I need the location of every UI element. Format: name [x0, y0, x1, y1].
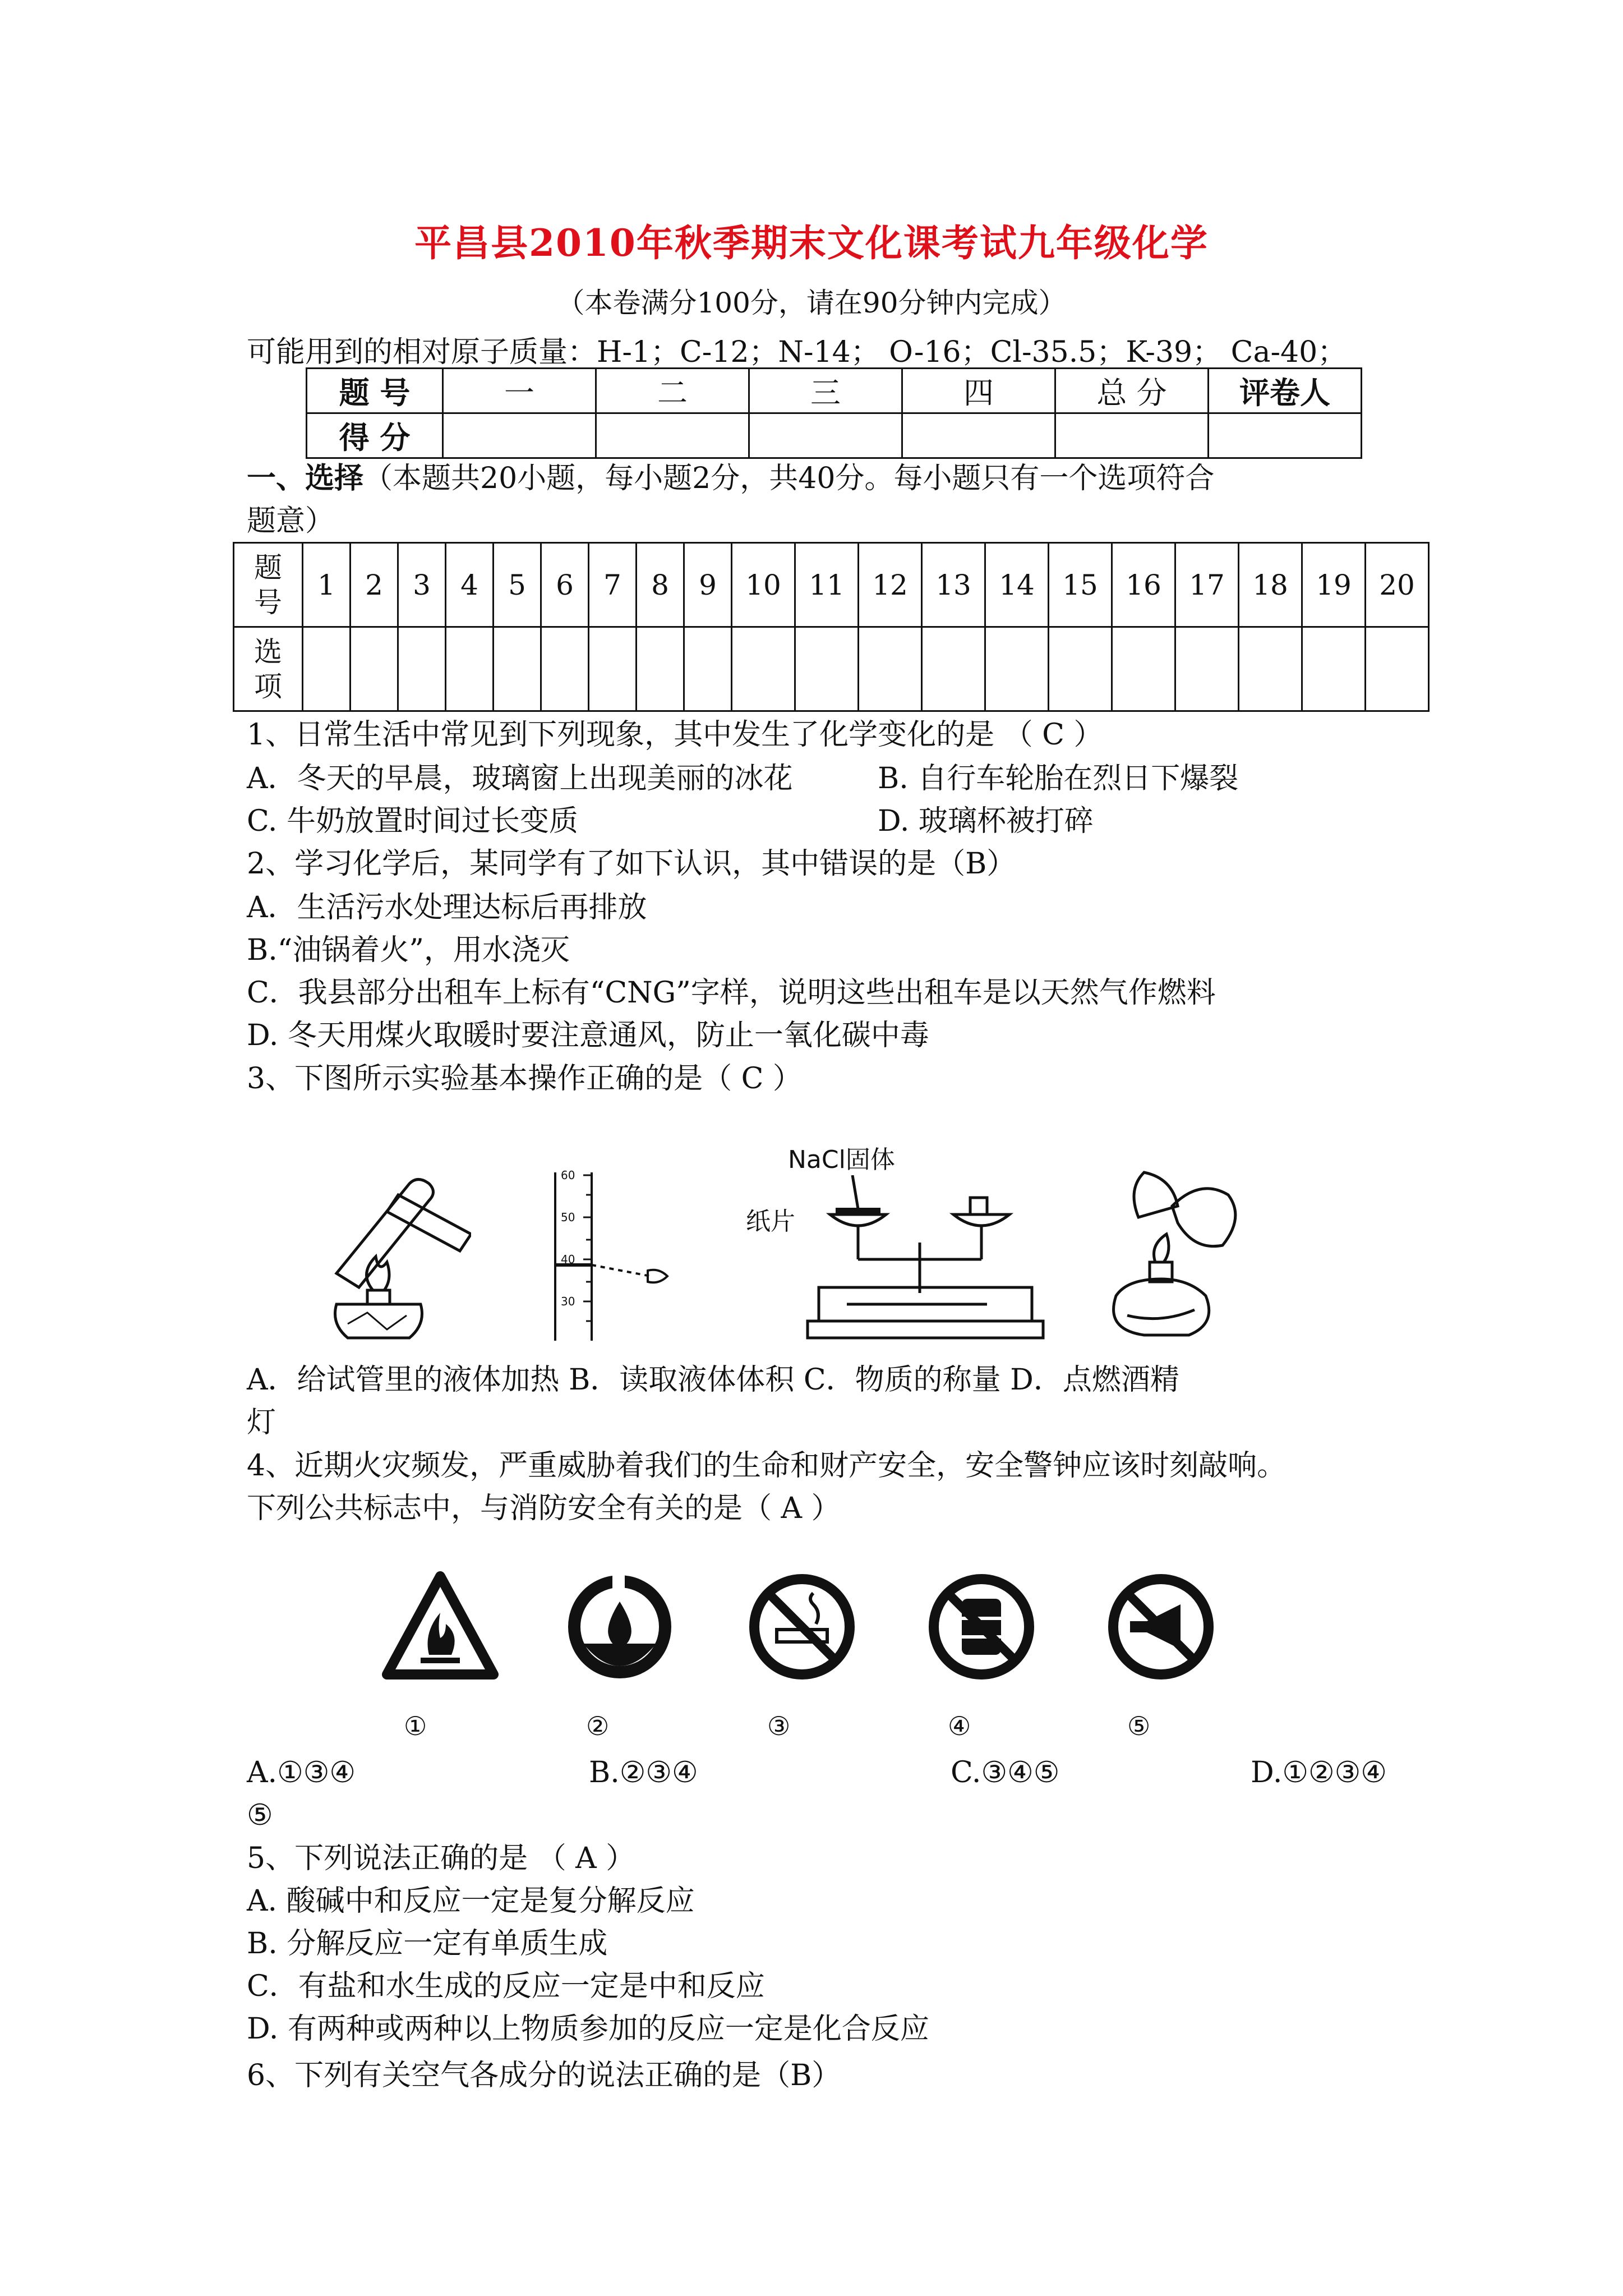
- answer-number-cell: 18: [1239, 543, 1302, 627]
- question-3-options-line1: A．给试管里的液体加热 B．读取液体体积 C．物质的称量 D．点燃酒精: [247, 1363, 1179, 1397]
- answer-choice-cell[interactable]: [684, 627, 732, 711]
- sign-label: ④: [948, 1711, 971, 1741]
- flammable-warning-sign-icon: [381, 1571, 499, 1683]
- cylinder-tick-label: 60: [561, 1168, 575, 1182]
- answer-choice-cell[interactable]: [541, 627, 589, 711]
- balance-scale-illustration: [796, 1175, 1060, 1343]
- answer-table-row-label: 题 号: [234, 543, 303, 627]
- answer-number-cell: 16: [1112, 543, 1175, 627]
- question-5-option-d: D. 有两种或两种以上物质参加的反应一定是化合反应: [247, 2012, 929, 2046]
- answer-number-cell: 3: [398, 543, 446, 627]
- question-2-option-c: C．我县部分出租车上标有“CNG”字样，说明这些出租车是以天然气作燃料: [247, 976, 1216, 1010]
- score-table: [306, 367, 1362, 459]
- answer-number-cell: 14: [985, 543, 1049, 627]
- section1-heading: [247, 457, 1214, 500]
- answer-choice-cell[interactable]: [446, 627, 494, 711]
- answer-number-cell: 1: [303, 543, 351, 627]
- score-cell: 四: [902, 369, 1055, 413]
- answer-number-cell: 17: [1175, 543, 1239, 627]
- question-5-option-c: C．有盐和水生成的反应一定是中和反应: [247, 1970, 765, 2003]
- answer-number-cell: 12: [859, 543, 922, 627]
- answer-number-cell: 15: [1049, 543, 1112, 627]
- no-oil-drum-sign-icon: [923, 1571, 1040, 1683]
- question-3-options-line2: 灯: [247, 1406, 276, 1439]
- score-table-header-row: [307, 369, 1362, 413]
- test-tube-heating-illustration: [314, 1161, 471, 1346]
- question-2-option-b: B.“油锅着火”，用水浇灭: [247, 933, 570, 967]
- question-4-option-c: C.③④⑤: [951, 1756, 1060, 1789]
- section1-heading-line2: 题意）: [247, 504, 335, 538]
- score-cell: 总 分: [1055, 369, 1209, 413]
- sign-label: ③: [767, 1711, 791, 1741]
- answer-choice-cell[interactable]: [398, 627, 446, 711]
- page-title: 平昌县2010年秋季期末文化课考试九年级化学: [414, 221, 1209, 265]
- score-table-value-row: [307, 413, 1362, 458]
- figure-label-paper: 纸片: [746, 1207, 795, 1236]
- score-cell: 二: [596, 369, 749, 413]
- score-input-cell[interactable]: [1209, 413, 1362, 458]
- sign-label: ②: [586, 1711, 610, 1741]
- cylinder-tick-label: 40: [561, 1253, 575, 1266]
- question-1-stem: 1、日常生活中常见到下列现象，其中发生了化学变化的是 （ C ）: [247, 718, 1103, 752]
- section1-heading-rest: （本题共20小题，每小题2分，共40分。每小题只有一个选项符合: [363, 462, 1215, 495]
- answer-choice-cell[interactable]: [589, 627, 637, 711]
- water-conservation-sign-icon: [561, 1571, 679, 1683]
- answer-choice-cell[interactable]: [1302, 627, 1366, 711]
- question-5-option-b: B. 分解反应一定有单质生成: [247, 1927, 608, 1961]
- question-3-stem: 3、下图所示实验基本操作正确的是（ C ）: [247, 1062, 802, 1096]
- answer-choice-cell[interactable]: [985, 627, 1049, 711]
- question-4-option-b: B.②③④: [589, 1756, 698, 1789]
- score-cell: 题 号: [307, 369, 443, 413]
- score-input-cell[interactable]: [443, 413, 596, 458]
- no-honking-sign-icon: [1102, 1571, 1220, 1683]
- no-smoking-sign-icon: [743, 1571, 861, 1683]
- answer-table: [233, 542, 1430, 712]
- question-6-stem: 6、下列有关空气各成分的说法正确的是（B）: [247, 2059, 841, 2092]
- score-input-cell[interactable]: [902, 413, 1055, 458]
- question-1-option-d: D. 玻璃杯被打碎: [878, 804, 1094, 838]
- atomic-masses-line: 可能用到的相对原子质量：H-1；C-12；N-14； O-16；Cl-35.5；K-39； Ca-40；: [247, 335, 1347, 369]
- answer-choice-cell[interactable]: [1049, 627, 1112, 711]
- question-5-option-a: A. 酸碱中和反应一定是复分解反应: [247, 1884, 695, 1918]
- section1-heading-bold: 一、选择: [247, 461, 364, 495]
- score-cell: 三: [749, 369, 902, 413]
- question-4-option-d-continued: ⑤: [247, 1798, 273, 1832]
- cylinder-tick-label: 30: [561, 1295, 575, 1308]
- score-input-cell[interactable]: [596, 413, 749, 458]
- answer-number-cell: 4: [446, 543, 494, 627]
- answer-choice-cell[interactable]: [1112, 627, 1175, 711]
- answer-choice-cell[interactable]: [1366, 627, 1429, 711]
- graduated-cylinder-illustration: [538, 1161, 679, 1341]
- question-4-option-d: D.①②③④: [1251, 1756, 1387, 1789]
- answer-choice-cell[interactable]: [1239, 627, 1302, 711]
- answer-choice-cell[interactable]: [494, 627, 541, 711]
- page-subtitle: （本卷满分100分，请在90分钟内完成）: [556, 287, 1067, 319]
- question-4-option-a: A.①③④: [247, 1756, 356, 1789]
- answer-number-cell: 19: [1302, 543, 1366, 627]
- answer-choice-cell[interactable]: [1175, 627, 1239, 711]
- answer-number-cell: 10: [732, 543, 795, 627]
- answer-table-row-label: 选 项: [234, 627, 303, 711]
- answer-choice-cell[interactable]: [859, 627, 922, 711]
- score-cell: 评卷人: [1209, 369, 1362, 413]
- cylinder-tick-label: 50: [561, 1211, 575, 1224]
- score-cell: 一: [443, 369, 596, 413]
- question-4-stem-line1: 4、近期火灾频发，严重威胁着我们的生命和财产安全，安全警钟应该时刻敲响。: [247, 1449, 1287, 1483]
- question-2-option-a: A．生活污水处理达标后再排放: [247, 891, 647, 924]
- answer-choice-cell[interactable]: [303, 627, 351, 711]
- alcohol-lamp-lighting-illustration: [1094, 1156, 1262, 1341]
- score-input-cell[interactable]: [749, 413, 902, 458]
- question-4-stem-line2: 下列公共标志中，与消防安全有关的是（ A ）: [247, 1492, 841, 1525]
- figure-label-nacl: NaCl固体: [788, 1145, 895, 1174]
- answer-choice-cell[interactable]: [732, 627, 795, 711]
- answer-number-cell: 6: [541, 543, 589, 627]
- answer-choice-cell[interactable]: [922, 627, 985, 711]
- question-2-stem: 2、学习化学后，某同学有了如下认识，其中错误的是（B）: [247, 847, 1016, 881]
- answer-number-cell: 20: [1366, 543, 1429, 627]
- answer-number-cell: 8: [637, 543, 684, 627]
- answer-number-cell: 13: [922, 543, 985, 627]
- sign-label: ⑤: [1127, 1711, 1151, 1741]
- answer-number-cell: 7: [589, 543, 637, 627]
- answer-number-cell: 9: [684, 543, 732, 627]
- sign-label: ①: [404, 1711, 427, 1741]
- question-1-option-b: B. 自行车轮胎在烈日下爆裂: [878, 762, 1239, 795]
- score-input-cell[interactable]: [1055, 413, 1209, 458]
- score-cell: 得 分: [307, 413, 443, 458]
- answer-number-cell: 2: [351, 543, 398, 627]
- answer-table-number-row: [234, 543, 1429, 627]
- question-1-option-a: A．冬天的早晨，玻璃窗上出现美丽的冰花: [247, 762, 793, 795]
- answer-number-cell: 5: [494, 543, 541, 627]
- answer-choice-cell[interactable]: [637, 627, 684, 711]
- answer-choice-cell[interactable]: [795, 627, 859, 711]
- answer-table-choice-row: [234, 627, 1429, 711]
- question-5-stem: 5、下列说法正确的是 （ A ）: [247, 1842, 635, 1875]
- question-1-option-c: C. 牛奶放置时间过长变质: [247, 804, 578, 838]
- question-2-option-d: D. 冬天用煤火取暖时要注意通风，防止一氧化碳中毒: [247, 1019, 929, 1052]
- answer-number-cell: 11: [795, 543, 859, 627]
- answer-choice-cell[interactable]: [351, 627, 398, 711]
